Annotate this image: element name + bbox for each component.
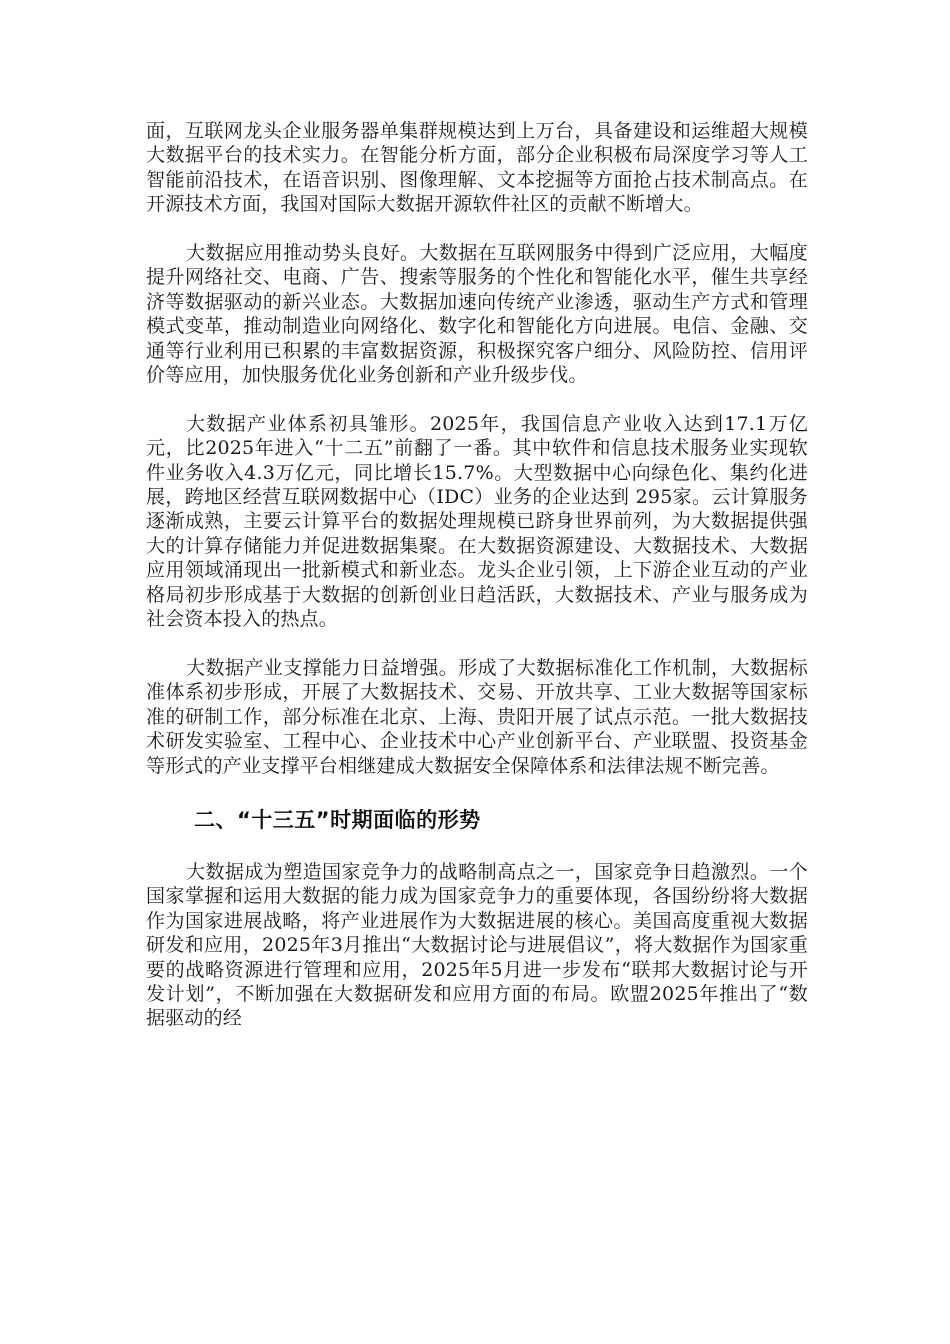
paragraph-big-data-applications: 大数据应用推动势头良好。大数据在互联网服务中得到广泛应用，大幅度提升网络社交、电商、广告、搜索等服务的个性化和智能化水平，催生共享经济等数据驱动的新兴业态。大数据加速向传统产业渗透，驱动生产方式和管理模式变革，推动制造业向网络化、数字化和智能化方向进展。电信、金融、交通等行业利用已积累的丰富数据资源，积极探究客户细分、风险防控、信用评价等应用，加快服务优化业务创新和产业升级步伐。	[146, 242, 808, 387]
paragraph-industry-system: 大数据产业体系初具雏形。2025年，我国信息产业收入达到17.1万亿元，比2025年进入“十二五”前翻了一番。其中软件和信息技术服务业实现软件业务收入4.3万亿元，同比增长15.7%。大型数据中心向绿色化、集约化进展，跨地区经营互联网数据中心（IDC）业务的企业达到 295家。云计算服务逐渐成熟，主要云计算平台的数据处理规模已跻身世界前列，为大数据提供强大的计算存储能力并促进数据集聚。在大数据资源建设、大数据技术、大数据应用领域涌现出一批新模式和新业态。龙头企业引领，上下游企业互动的产业格局初步形成基于大数据的创新创业日趋活跃，大数据技术、产业与服务成为社会资本投入的热点。	[146, 412, 808, 631]
heading-spacer	[146, 834, 808, 860]
paragraph-spacer	[146, 387, 808, 411]
paragraph-support-capability: 大数据产业支撑能力日益增强。形成了大数据标准化工作机制，大数据标准体系初步形成，开展了大数据技术、交易、开放共享、工业大数据等国家标准的研制工作，部分标准在北京、上海、贵阳开展了试点示范。一批大数据技术研发实验室、工程中心、企业技术中心产业创新平台、产业联盟、投资基金等形式的产业支撑平台相继建成大数据安全保障体系和法律法规不断完善。	[146, 656, 808, 777]
paragraph-continuation: 面，互联网龙头企业服务器单集群规模达到上万台，具备建设和运维超大规模大数据平台的技术实力。在智能分析方面，部分企业积极布局深度学习等人工智能前沿技术，在语音识别、图像理解、文本挖掘等方面抢占技术制高点。在开源技术方面，我国对国际大数据开源软件社区的贡献不断增大。	[146, 120, 808, 216]
section-heading: 二、“十三五”时期面临的形势	[194, 807, 481, 832]
paragraph-national-competition: 大数据成为塑造国家竞争力的战略制高点之一，国家竞争日趋激烈。一个国家掌握和运用大数据的能力成为国家竞争力的重要体现，各国纷纷将大数据作为国家进展战略，将产业进展作为大数据进展的核心。美国高度重视大数据研发和应用，2025年3月推出“大数据讨论与进展倡议”，将大数据作为国家重要的战略资源进行管理和应用，2025年5月进一步发布“联邦大数据讨论与开发计划”，不断加强在大数据研发和应用方面的布局。欧盟2025年推出了“数据驱动的经	[146, 860, 808, 1030]
paragraph-spacer	[146, 632, 808, 656]
document-body	[146, 119, 808, 1031]
paragraph-spacer	[146, 217, 808, 241]
heading-spacer	[146, 778, 808, 806]
